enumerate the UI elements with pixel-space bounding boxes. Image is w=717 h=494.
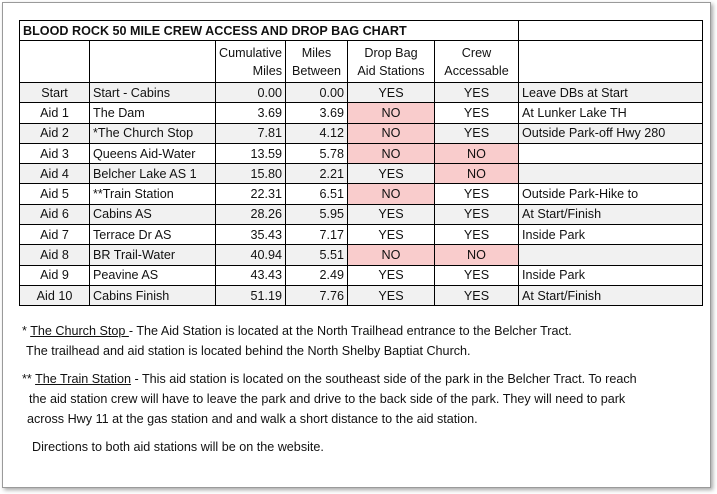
- drop-bag-cell: YES: [348, 83, 435, 103]
- aid-number-cell: Aid 1: [20, 103, 90, 123]
- title-blank-cell: [519, 21, 703, 41]
- crew-access-cell: YES: [435, 285, 519, 305]
- crew-note-cell: [519, 245, 703, 265]
- drop-bag-cell: NO: [348, 143, 435, 163]
- aid-number-cell: Aid 10: [20, 285, 90, 305]
- aid-number-cell: Aid 2: [20, 123, 90, 143]
- miles-between-cell: 5.95: [286, 204, 348, 224]
- header-drop-bag: Drop Bag: [348, 41, 435, 62]
- crew-note-cell: Inside Park: [519, 225, 703, 245]
- table-row: [20, 143, 703, 163]
- document-frame: [2, 2, 711, 488]
- crew-note-cell: [519, 164, 703, 184]
- crew-access-cell: YES: [435, 265, 519, 285]
- miles-between-cell: 7.76: [286, 285, 348, 305]
- cumulative-miles-cell: 51.19: [216, 285, 286, 305]
- train-note-line-2: the aid station crew will have to leave the park and drive to the back side of the park. They will need to park: [29, 392, 626, 406]
- table-row: [20, 265, 703, 285]
- aid-station-name-cell: Queens Aid-Water: [90, 143, 216, 163]
- header-aid-stations: Aid Stations: [348, 62, 435, 83]
- church-note-line-1: [22, 321, 637, 341]
- header-row-1: [20, 41, 703, 62]
- crew-access-cell: NO: [435, 143, 519, 163]
- chart-title: BLOOD ROCK 50 MILE CREW ACCESS AND DROP BAG CHART: [20, 21, 519, 41]
- aid-number-cell: Aid 6: [20, 204, 90, 224]
- cumulative-miles-cell: 15.80: [216, 164, 286, 184]
- aid-number-cell: Aid 5: [20, 184, 90, 204]
- aid-station-name-cell: Start - Cabins: [90, 83, 216, 103]
- aid-station-name-cell: Belcher Lake AS 1: [90, 164, 216, 184]
- crew-access-cell: NO: [435, 245, 519, 265]
- church-stop-label: The Church Stop: [30, 324, 129, 338]
- church-note-text-1: - The Aid Station is located at the North Trailhead entrance to the Belcher Tract.: [128, 324, 572, 338]
- cumulative-miles-cell: 40.94: [216, 245, 286, 265]
- table-row: [20, 245, 703, 265]
- cumulative-miles-cell: 3.69: [216, 103, 286, 123]
- cumulative-miles-cell: 13.59: [216, 143, 286, 163]
- train-station-label: The Train Station: [35, 372, 131, 386]
- header-blank-note-2: [519, 62, 703, 83]
- crew-access-cell: YES: [435, 225, 519, 245]
- drop-bag-chart-table: [19, 20, 703, 306]
- aid-number-cell: Aid 8: [20, 245, 90, 265]
- header-blank-name-2: [90, 62, 216, 83]
- miles-between-cell: 5.78: [286, 143, 348, 163]
- drop-bag-cell: NO: [348, 245, 435, 265]
- crew-note-cell: Outside Park-Hike to: [519, 184, 703, 204]
- header-accessable: Accessable: [435, 62, 519, 83]
- cumulative-miles-cell: 43.43: [216, 265, 286, 285]
- miles-between-cell: 2.49: [286, 265, 348, 285]
- train-note-line-1: [22, 369, 637, 389]
- directions-note: Directions to both aid stations will be on the website.: [32, 440, 324, 454]
- header-blank-aid-2: [20, 62, 90, 83]
- table-row: [20, 184, 703, 204]
- crew-note-cell: [519, 143, 703, 163]
- header-cumulative-miles: Miles: [216, 62, 286, 83]
- crew-note-cell: Outside Park-off Hwy 280: [519, 123, 703, 143]
- crew-note-cell: Inside Park: [519, 265, 703, 285]
- train-note-prefix: **: [22, 372, 36, 386]
- crew-note-cell: At Start/Finish: [519, 285, 703, 305]
- header-blank-aid: [20, 41, 90, 62]
- miles-between-cell: 7.17: [286, 225, 348, 245]
- drop-bag-cell: YES: [348, 225, 435, 245]
- header-between: Between: [286, 62, 348, 83]
- table-row: [20, 164, 703, 184]
- aid-station-name-cell: Terrace Dr AS: [90, 225, 216, 245]
- crew-note-cell: Leave DBs at Start: [519, 83, 703, 103]
- miles-between-cell: 4.12: [286, 123, 348, 143]
- cumulative-miles-cell: 0.00: [216, 83, 286, 103]
- aid-station-name-cell: The Dam: [90, 103, 216, 123]
- church-note-line-2: The trailhead and aid station is located behind the North Shelby Baptiat Church.: [26, 344, 471, 358]
- table-row: [20, 123, 703, 143]
- header-miles-between: Miles: [286, 41, 348, 62]
- drop-bag-cell: YES: [348, 265, 435, 285]
- church-note-prefix: *: [22, 324, 31, 338]
- header-row-2: [20, 62, 703, 83]
- header-blank-note: [519, 41, 703, 62]
- miles-between-cell: 2.21: [286, 164, 348, 184]
- drop-bag-cell: YES: [348, 164, 435, 184]
- cumulative-miles-cell: 22.31: [216, 184, 286, 204]
- aid-station-name-cell: **Train Station: [90, 184, 216, 204]
- crew-access-cell: YES: [435, 184, 519, 204]
- aid-station-name-cell: *The Church Stop: [90, 123, 216, 143]
- header-crew: Crew: [435, 41, 519, 62]
- train-note-text-1: - This aid station is located on the southeast side of the park in the Belcher Tract. To reach: [130, 372, 637, 386]
- cumulative-miles-cell: 28.26: [216, 204, 286, 224]
- crew-access-cell: YES: [435, 103, 519, 123]
- drop-bag-cell: YES: [348, 204, 435, 224]
- aid-number-cell: Aid 9: [20, 265, 90, 285]
- aid-station-name-cell: Cabins Finish: [90, 285, 216, 305]
- table-row: [20, 83, 703, 103]
- crew-note-cell: At Start/Finish: [519, 204, 703, 224]
- header-cumulative: Cumulative: [216, 41, 286, 62]
- crew-access-cell: YES: [435, 83, 519, 103]
- title-row: [20, 21, 703, 41]
- crew-access-cell: NO: [435, 164, 519, 184]
- aid-station-name-cell: Cabins AS: [90, 204, 216, 224]
- train-note-line-3: across Hwy 11 at the gas station and and walk a short distance to the aid station.: [27, 412, 478, 426]
- aid-number-cell: Aid 4: [20, 164, 90, 184]
- drop-bag-cell: NO: [348, 184, 435, 204]
- drop-bag-cell: NO: [348, 103, 435, 123]
- miles-between-cell: 3.69: [286, 103, 348, 123]
- crew-note-cell: At Lunker Lake TH: [519, 103, 703, 123]
- miles-between-cell: 6.51: [286, 184, 348, 204]
- crew-access-cell: YES: [435, 123, 519, 143]
- aid-number-cell: Aid 7: [20, 225, 90, 245]
- footnotes: [22, 321, 637, 457]
- aid-number-cell: Aid 3: [20, 143, 90, 163]
- table-row: [20, 225, 703, 245]
- drop-bag-cell: NO: [348, 123, 435, 143]
- aid-station-name-cell: Peavine AS: [90, 265, 216, 285]
- miles-between-cell: 0.00: [286, 83, 348, 103]
- crew-access-cell: YES: [435, 204, 519, 224]
- aid-number-cell: Start: [20, 83, 90, 103]
- header-blank-name: [90, 41, 216, 62]
- cumulative-miles-cell: 35.43: [216, 225, 286, 245]
- cumulative-miles-cell: 7.81: [216, 123, 286, 143]
- miles-between-cell: 5.51: [286, 245, 348, 265]
- table-row: [20, 285, 703, 305]
- table-row: [20, 204, 703, 224]
- table-row: [20, 103, 703, 123]
- drop-bag-cell: YES: [348, 285, 435, 305]
- aid-station-name-cell: BR Trail-Water: [90, 245, 216, 265]
